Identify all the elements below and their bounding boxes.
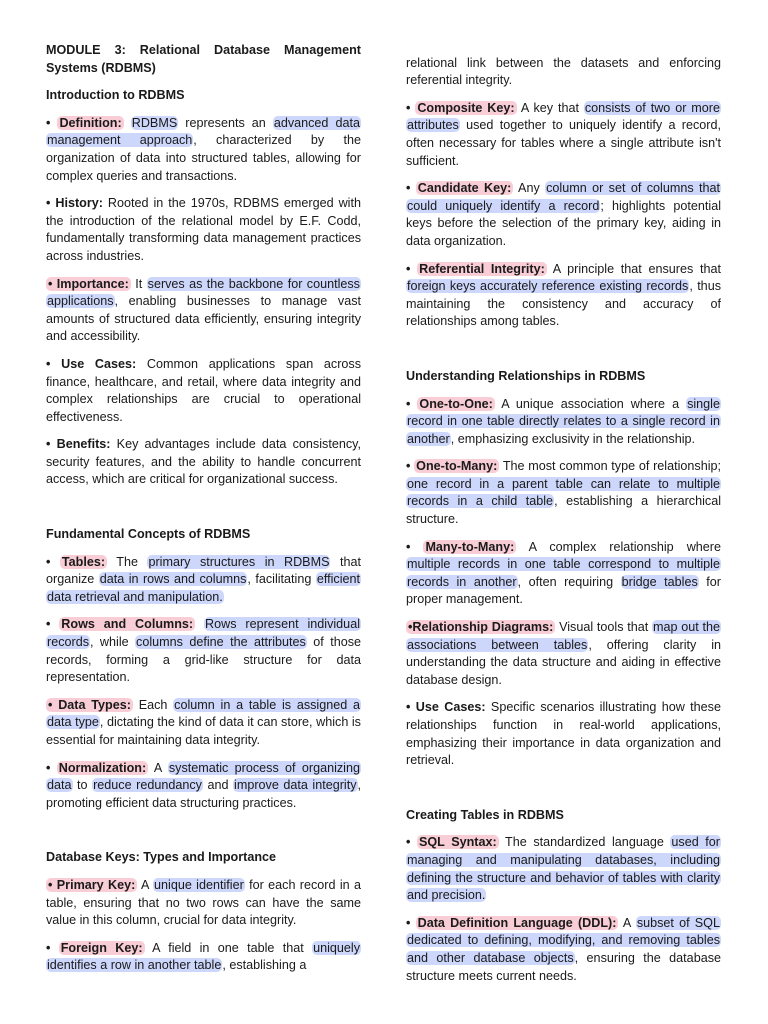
body-text: and bbox=[202, 778, 234, 793]
term-label: Use Cases: bbox=[415, 700, 486, 715]
bullet: • bbox=[406, 100, 416, 115]
body-text: , promoting efficient data structuring practices. bbox=[46, 778, 361, 810]
body-text: A bbox=[137, 877, 154, 892]
list-item-benefits bbox=[46, 436, 361, 489]
highlight: RDBMS bbox=[131, 115, 178, 130]
foreign-key-continuation: relational link between the datasets and enforcing referential integrity. bbox=[406, 55, 721, 88]
term-text: Relationship Diagrams: bbox=[412, 620, 554, 635]
body-text: , often requiring bbox=[517, 574, 621, 589]
term-label: SQL Syntax: bbox=[418, 835, 497, 850]
highlight: foreign keys accurately reference existing records bbox=[407, 279, 689, 294]
term-label: History: bbox=[55, 196, 103, 211]
highlight: efficient data retrieval and manipulation. bbox=[47, 572, 361, 604]
list-item-data-types bbox=[46, 697, 361, 750]
list-item-ddl bbox=[406, 915, 721, 985]
body-text: , characterized by the organization of data into structured tables, allowing for complex queries and transactions. bbox=[46, 133, 361, 183]
term-label: • Importance: bbox=[48, 276, 129, 291]
section-heading-keys: Database Keys: Types and Importance bbox=[46, 850, 277, 865]
highlight: data in rows and columns bbox=[99, 572, 247, 587]
body-text: A unique association where a bbox=[494, 396, 687, 411]
term-label: Referential Integrity: bbox=[419, 261, 545, 276]
highlight: single record in one table directly relates to a single record in another bbox=[407, 396, 720, 446]
body-text: , establishing a hierarchical structure. bbox=[406, 494, 722, 527]
body-text: The most common type of relationship; bbox=[499, 459, 721, 474]
bullet: • bbox=[406, 700, 416, 715]
body-text: Each bbox=[132, 697, 174, 712]
list-item-relationship-use-cases bbox=[406, 699, 721, 769]
list-item-importance bbox=[46, 276, 361, 346]
highlight: column in a table is assigned a data type bbox=[47, 697, 361, 730]
highlight: map out the associations between tables bbox=[407, 620, 720, 652]
body-text: , ensuring the database structure meets current needs. bbox=[406, 950, 721, 983]
bullet: • bbox=[406, 835, 417, 850]
term-label: Data Definition Language (DDL): bbox=[417, 915, 617, 930]
bullet: • bbox=[46, 196, 56, 211]
body-text: , dictating the kind of data it can store, which is essential for maintaining data integrity. bbox=[46, 715, 361, 747]
term-label: Tables: bbox=[61, 554, 106, 569]
body-text: It bbox=[130, 276, 147, 291]
body-text: to bbox=[72, 778, 93, 793]
body-text: A complex relationship where bbox=[516, 539, 721, 554]
term-label: One-to-One: bbox=[419, 396, 493, 411]
body-text: A bbox=[148, 760, 168, 775]
list-item-sql-syntax bbox=[406, 834, 721, 904]
list-item-foreign-key bbox=[46, 940, 361, 975]
term-label: • Primary Key: bbox=[48, 877, 136, 892]
highlight: one record in a parent table can relate to multiple records in a child table bbox=[407, 476, 720, 509]
highlight: uniquely identifies a row in another table bbox=[47, 940, 360, 973]
body-text: , establishing a bbox=[222, 958, 307, 973]
right-column bbox=[406, 42, 721, 995]
body-text: A bbox=[618, 915, 636, 930]
body-text: , thus maintaining the consistency and accuracy of relationships among tables. bbox=[406, 279, 721, 329]
list-item-referential-integrity bbox=[406, 261, 721, 331]
highlight: consists of two or more attributes bbox=[407, 100, 720, 133]
left-column bbox=[46, 42, 361, 985]
section-heading-fundamentals: Fundamental Concepts of RDBMS bbox=[46, 527, 251, 542]
body-text: represents an bbox=[178, 115, 273, 130]
body-text bbox=[195, 617, 204, 631]
list-item-tables bbox=[46, 554, 361, 607]
highlight: systematic process of organizing data bbox=[47, 760, 360, 793]
list-item-definition bbox=[46, 115, 361, 185]
body-text: Key advantages include data consistency, security features, and the ability to handle concurrent access, which are critical for organizational success. bbox=[46, 437, 361, 487]
list-item-relationship-diagrams bbox=[406, 619, 721, 689]
highlight: column or set of columns that could uniquely identify a record bbox=[407, 181, 720, 213]
highlight: multiple records in one table correspond to multiple records in another bbox=[407, 557, 720, 589]
bullet: • bbox=[406, 459, 415, 474]
term-text: Importance: bbox=[56, 276, 129, 291]
body-text: used together to uniquely identify a record, often necessary for tables where a single attribute isn't sufficient. bbox=[406, 118, 721, 168]
term-label: •Relationship Diagrams: bbox=[408, 620, 554, 635]
body-text: for each record in a table, ensuring that no two rows can have the same value in this column, crucial for data integrity. bbox=[46, 877, 361, 928]
bullet: • bbox=[406, 915, 416, 930]
body-text: A principle that ensures that bbox=[546, 261, 721, 276]
term-label: • Data Types: bbox=[48, 697, 131, 712]
body-text: A key that bbox=[516, 100, 584, 115]
bullet: • bbox=[406, 396, 418, 411]
bullet: • bbox=[46, 940, 59, 955]
term-label: Benefits: bbox=[56, 437, 111, 452]
highlight: reduce redundancy bbox=[93, 778, 202, 793]
bullet: • bbox=[406, 261, 418, 276]
list-item-one-to-many bbox=[406, 458, 721, 528]
list-item-many-to-many bbox=[406, 539, 721, 609]
body-text: for proper management. bbox=[406, 574, 721, 607]
body-text: , offering clarity in understanding the data structure and aiding in effective database design. bbox=[406, 637, 721, 687]
highlight: serves as the backbone for countless applications bbox=[47, 276, 360, 309]
list-item-history bbox=[46, 195, 361, 265]
section-heading-intro: Introduction to RDBMS bbox=[46, 88, 185, 103]
list-item-composite-key bbox=[406, 100, 721, 170]
term-text: Primary Key: bbox=[56, 877, 136, 892]
body-text: Rooted in the 1970s, RDBMS emerged with the introduction of the relational model by E.F. Codd, fundamentally transforming data management practices across industries. bbox=[46, 196, 361, 263]
term-label: Candidate Key: bbox=[417, 181, 512, 196]
term-label: Rows and Columns: bbox=[61, 617, 194, 632]
body-text: The bbox=[107, 554, 148, 569]
highlight: bridge tables bbox=[621, 574, 698, 589]
bullet: • bbox=[46, 356, 62, 371]
term-label: Use Cases: bbox=[61, 356, 137, 371]
highlight: unique identifier bbox=[154, 877, 244, 892]
highlight: columns define the attributes bbox=[136, 635, 306, 650]
term-text: Data Types: bbox=[58, 697, 131, 712]
bullet: • bbox=[46, 617, 60, 632]
body-text: , enabling businesses to manage vast amounts of structured data efficiently, ensuring integrity and accessibility. bbox=[46, 294, 361, 344]
body-text: Specific scenarios illustrating how these relationships function in real-world applications, emphasizing their importance in data organization and retrieval. bbox=[406, 700, 721, 768]
term-label: Foreign Key: bbox=[60, 940, 143, 955]
body-text: Visual tools that bbox=[555, 620, 652, 635]
list-item-one-to-one bbox=[406, 396, 721, 449]
body-text: ; highlights potential keys before the selection of the primary key, aiding in data organization. bbox=[406, 198, 721, 248]
bullet: • bbox=[406, 539, 424, 554]
highlight: used for managing and manipulating databases, including defining the structure and behavior of tables with clarity and precision. bbox=[407, 835, 720, 903]
term-label: Composite Key: bbox=[417, 100, 515, 115]
body-text: The standardized language bbox=[498, 835, 671, 850]
bullet: • bbox=[46, 760, 57, 775]
highlight: Rows represent individual records bbox=[47, 617, 360, 650]
list-item-rows-columns bbox=[46, 616, 361, 686]
section-heading-creating: Creating Tables in RDBMS bbox=[406, 807, 564, 822]
body-text: of those records, forming a grid-like structure for data representation. bbox=[46, 635, 362, 685]
body-text: Any bbox=[513, 181, 546, 196]
list-item-primary-key bbox=[46, 877, 361, 930]
bullet: • bbox=[406, 181, 416, 196]
bullet: • bbox=[46, 554, 60, 569]
body-text: that organize bbox=[46, 554, 361, 587]
body-text: , while bbox=[90, 635, 136, 650]
bullet: • bbox=[46, 437, 57, 452]
list-item-use-cases bbox=[46, 356, 361, 426]
highlight: advanced data management approach bbox=[47, 115, 360, 148]
body-text: Common applications span across finance, healthcare, and retail, where data integrity and complex relationships are crucial to operational effectiveness. bbox=[46, 356, 361, 424]
term-label: Many-to-Many: bbox=[425, 539, 515, 554]
body-text: , facilitating bbox=[247, 572, 316, 587]
highlight: subset of SQL dedicated to defining, modifying, and removing tables and other database objects bbox=[407, 915, 720, 965]
body-text: A field in one table that bbox=[144, 940, 313, 955]
term-label: One-to-Many: bbox=[416, 459, 498, 474]
bullet: • bbox=[46, 115, 58, 130]
list-item-candidate-key bbox=[406, 180, 721, 250]
term-label: Definition: bbox=[59, 115, 122, 130]
term-label: Normalization: bbox=[58, 760, 147, 775]
module-title: MODULE 3: Relational Database Management Systems (RDBMS) bbox=[46, 43, 361, 75]
body-text: , emphasizing exclusivity in the relationship. bbox=[450, 431, 696, 446]
section-heading-relationships: Understanding Relationships in RDBMS bbox=[406, 368, 646, 383]
highlight: primary structures in RDBMS bbox=[148, 554, 330, 569]
list-item-normalization bbox=[46, 760, 361, 813]
highlight: improve data integrity bbox=[234, 778, 357, 793]
